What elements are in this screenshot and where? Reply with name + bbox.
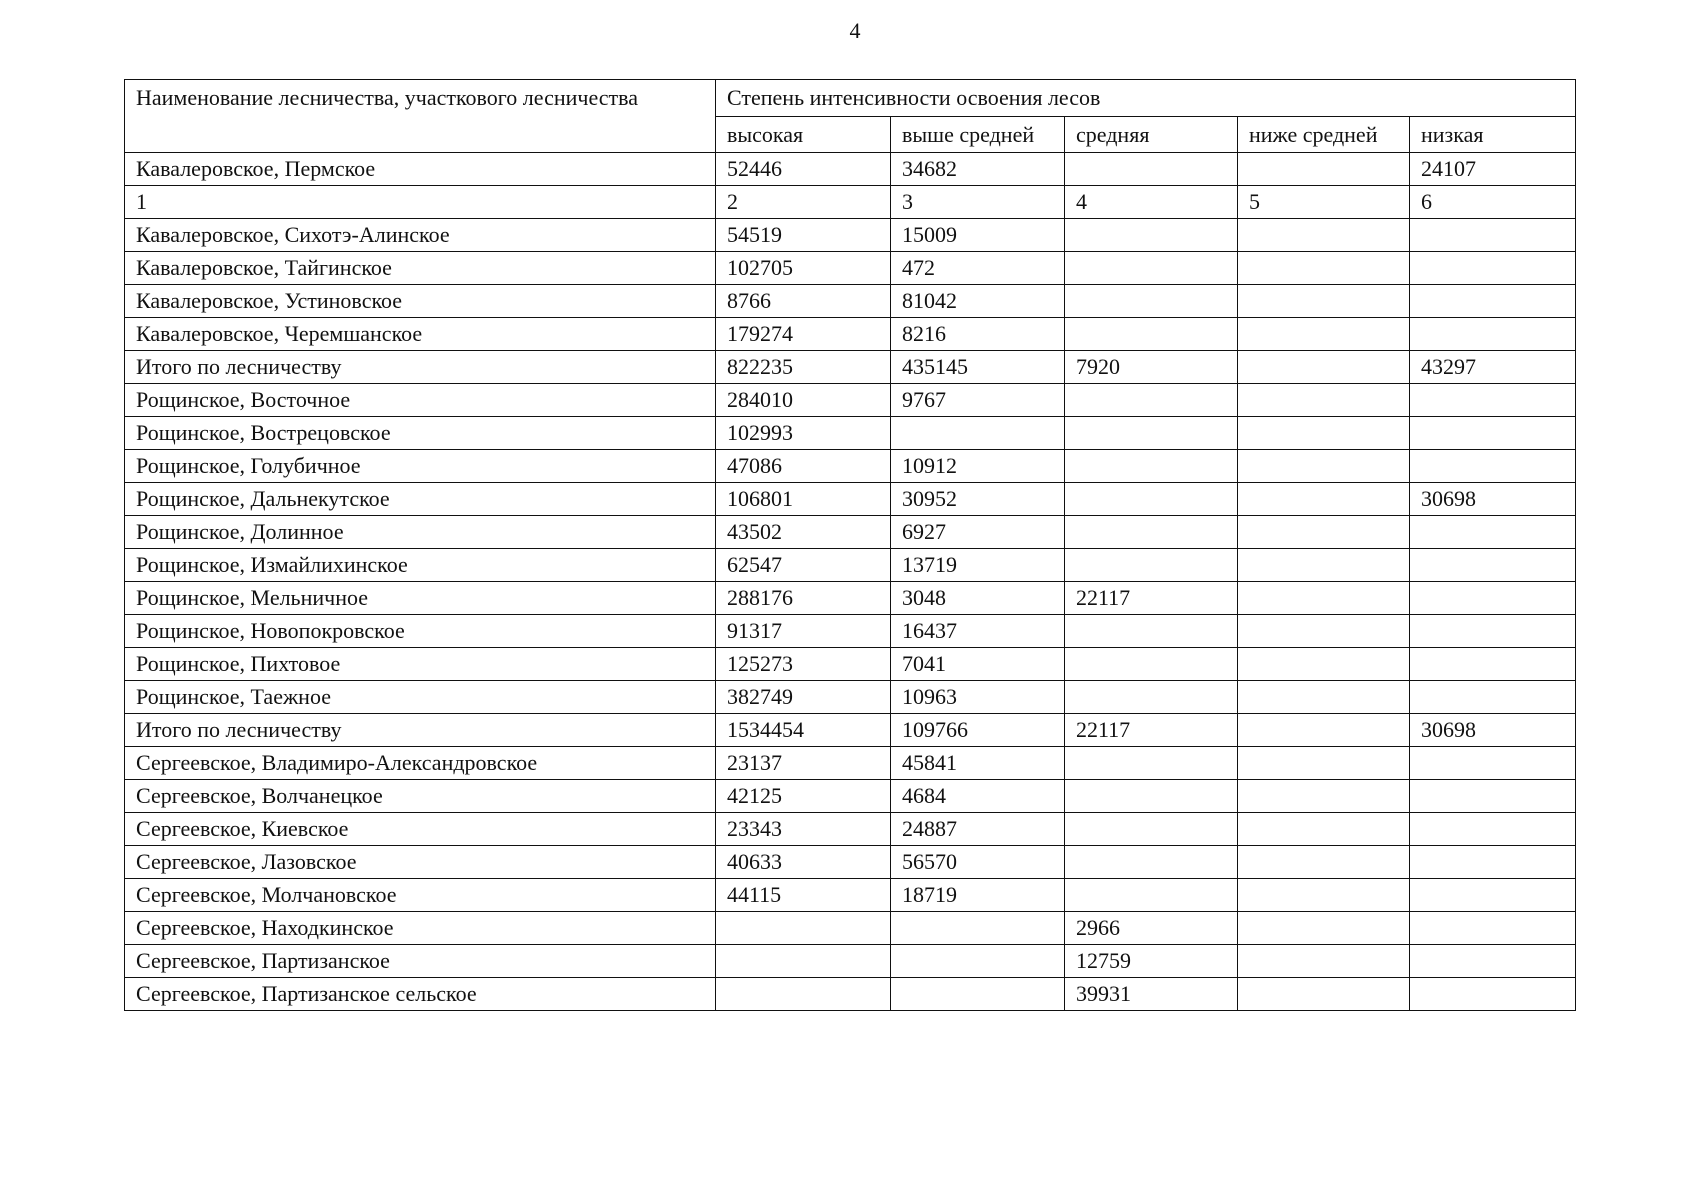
below-average-cell [1238,384,1410,417]
name-cell: Рощинское, Таежное [125,681,716,714]
average-cell: 7920 [1065,351,1238,384]
low-cell [1410,780,1576,813]
high-cell: 40633 [716,846,891,879]
high-cell: 102993 [716,417,891,450]
name-cell: Сергеевское, Владимиро-Александровское [125,747,716,780]
name-cell: Рощинское, Пихтовое [125,648,716,681]
high-cell [716,978,891,1011]
table-row [125,417,1576,450]
average-cell [1065,846,1238,879]
table-row [125,153,1576,186]
header-level-above-average: выше средней [891,117,1065,153]
low-cell [1410,879,1576,912]
name-cell: Кавалеровское, Тайгинское [125,252,716,285]
table-row [125,780,1576,813]
name-cell: Рощинское, Мельничное [125,582,716,615]
below-average-cell [1238,549,1410,582]
header-level-high: высокая [716,117,891,153]
above-average-cell: 24887 [891,813,1065,846]
low-cell [1410,615,1576,648]
table-row [125,186,1576,219]
average-cell [1065,879,1238,912]
below-average-cell [1238,648,1410,681]
low-cell [1410,648,1576,681]
above-average-cell: 34682 [891,153,1065,186]
average-cell: 22117 [1065,714,1238,747]
name-cell: Рощинское, Дальнекутское [125,483,716,516]
below-average-cell [1238,582,1410,615]
below-average-cell [1238,219,1410,252]
table-row [125,549,1576,582]
name-cell: 1 [125,186,716,219]
header-level-below-average: ниже средней [1238,117,1410,153]
average-cell [1065,153,1238,186]
average-cell [1065,780,1238,813]
above-average-cell: 45841 [891,747,1065,780]
below-average-cell [1238,879,1410,912]
high-cell [716,912,891,945]
high-cell: 822235 [716,351,891,384]
above-average-cell: 3048 [891,582,1065,615]
header-group-cell: Степень интенсивности освоения лесов [716,80,1576,117]
low-cell [1410,846,1576,879]
below-average-cell: 5 [1238,186,1410,219]
average-cell [1065,285,1238,318]
high-cell: 1534454 [716,714,891,747]
above-average-cell: 3 [891,186,1065,219]
high-cell: 44115 [716,879,891,912]
above-average-cell: 16437 [891,615,1065,648]
high-cell: 102705 [716,252,891,285]
high-cell: 23137 [716,747,891,780]
table-row [125,846,1576,879]
below-average-cell [1238,252,1410,285]
above-average-cell [891,912,1065,945]
table-row [125,318,1576,351]
name-cell: Сергеевское, Молчановское [125,879,716,912]
average-cell [1065,681,1238,714]
below-average-cell [1238,351,1410,384]
table-row [125,714,1576,747]
above-average-cell: 7041 [891,648,1065,681]
high-cell: 42125 [716,780,891,813]
low-cell [1410,384,1576,417]
average-cell [1065,648,1238,681]
low-cell [1410,747,1576,780]
average-cell: 39931 [1065,978,1238,1011]
name-cell: Рощинское, Вострецовское [125,417,716,450]
low-cell: 30698 [1410,483,1576,516]
average-cell [1065,747,1238,780]
forestry-table [124,79,1576,1011]
high-cell: 91317 [716,615,891,648]
above-average-cell [891,417,1065,450]
name-cell: Рощинское, Новопокровское [125,615,716,648]
below-average-cell [1238,285,1410,318]
below-average-cell [1238,714,1410,747]
average-cell [1065,384,1238,417]
average-cell [1065,252,1238,285]
above-average-cell: 10963 [891,681,1065,714]
table-row [125,681,1576,714]
table-row [125,483,1576,516]
above-average-cell: 56570 [891,846,1065,879]
low-cell [1410,945,1576,978]
low-cell [1410,318,1576,351]
table-row [125,978,1576,1011]
table-row [125,450,1576,483]
page-number: 4 [849,18,861,43]
low-cell [1410,285,1576,318]
below-average-cell [1238,846,1410,879]
above-average-cell: 81042 [891,285,1065,318]
low-cell: 6 [1410,186,1576,219]
average-cell [1065,318,1238,351]
table-row [125,615,1576,648]
high-cell: 52446 [716,153,891,186]
high-cell: 8766 [716,285,891,318]
name-cell: Рощинское, Восточное [125,384,716,417]
low-cell [1410,516,1576,549]
above-average-cell [891,978,1065,1011]
high-cell: 2 [716,186,891,219]
high-cell: 43502 [716,516,891,549]
name-cell: Кавалеровское, Устиновское [125,285,716,318]
above-average-cell: 109766 [891,714,1065,747]
below-average-cell [1238,747,1410,780]
below-average-cell [1238,450,1410,483]
average-cell [1065,450,1238,483]
low-cell [1410,450,1576,483]
name-cell: Рощинское, Долинное [125,516,716,549]
average-cell [1065,417,1238,450]
high-cell: 125273 [716,648,891,681]
low-cell [1410,681,1576,714]
table-row [125,285,1576,318]
below-average-cell [1238,813,1410,846]
header-level-low: низкая [1410,117,1576,153]
above-average-cell: 15009 [891,219,1065,252]
table-row [125,384,1576,417]
average-cell [1065,219,1238,252]
high-cell: 288176 [716,582,891,615]
average-cell: 2966 [1065,912,1238,945]
below-average-cell [1238,417,1410,450]
high-cell: 179274 [716,318,891,351]
table-row [125,912,1576,945]
below-average-cell [1238,153,1410,186]
low-cell [1410,978,1576,1011]
above-average-cell: 18719 [891,879,1065,912]
high-cell: 47086 [716,450,891,483]
table-row [125,219,1576,252]
above-average-cell: 435145 [891,351,1065,384]
table-row [125,252,1576,285]
below-average-cell [1238,945,1410,978]
name-cell: Сергеевское, Киевское [125,813,716,846]
high-cell [716,945,891,978]
high-cell: 106801 [716,483,891,516]
low-cell [1410,252,1576,285]
low-cell: 24107 [1410,153,1576,186]
name-cell: Итого по лесничеству [125,351,716,384]
name-cell: Сергеевское, Находкинское [125,912,716,945]
name-cell: Итого по лесничеству [125,714,716,747]
above-average-cell: 30952 [891,483,1065,516]
table-row [125,351,1576,384]
average-cell: 12759 [1065,945,1238,978]
high-cell: 62547 [716,549,891,582]
table-row [125,582,1576,615]
below-average-cell [1238,483,1410,516]
name-cell: Сергеевское, Волчанецкое [125,780,716,813]
average-cell: 22117 [1065,582,1238,615]
below-average-cell [1238,912,1410,945]
average-cell [1065,516,1238,549]
above-average-cell: 13719 [891,549,1065,582]
above-average-cell: 8216 [891,318,1065,351]
above-average-cell: 6927 [891,516,1065,549]
high-cell: 382749 [716,681,891,714]
table-row [125,648,1576,681]
average-cell: 4 [1065,186,1238,219]
above-average-cell: 472 [891,252,1065,285]
header-name-cell: Наименование лесничества, участкового лесничества [125,80,716,153]
above-average-cell: 4684 [891,780,1065,813]
name-cell: Кавалеровское, Пермское [125,153,716,186]
name-cell: Рощинское, Измайлихинское [125,549,716,582]
low-cell [1410,219,1576,252]
high-cell: 284010 [716,384,891,417]
below-average-cell [1238,978,1410,1011]
table-row [125,747,1576,780]
low-cell [1410,549,1576,582]
name-cell: Рощинское, Голубичное [125,450,716,483]
table-row [125,516,1576,549]
high-cell: 23343 [716,813,891,846]
name-cell: Сергеевское, Лазовское [125,846,716,879]
name-cell: Сергеевское, Партизанское сельское [125,978,716,1011]
header-level-average: средняя [1065,117,1238,153]
average-cell [1065,549,1238,582]
header-row-1 [125,80,1576,117]
low-cell: 30698 [1410,714,1576,747]
above-average-cell [891,945,1065,978]
below-average-cell [1238,318,1410,351]
low-cell [1410,813,1576,846]
low-cell [1410,417,1576,450]
below-average-cell [1238,516,1410,549]
below-average-cell [1238,780,1410,813]
low-cell: 43297 [1410,351,1576,384]
above-average-cell: 10912 [891,450,1065,483]
low-cell [1410,912,1576,945]
high-cell: 54519 [716,219,891,252]
below-average-cell [1238,681,1410,714]
above-average-cell: 9767 [891,384,1065,417]
table-row [125,879,1576,912]
name-cell: Сергеевское, Партизанское [125,945,716,978]
name-cell: Кавалеровское, Черемшанское [125,318,716,351]
name-cell: Кавалеровское, Сихотэ-Алинское [125,219,716,252]
average-cell [1065,615,1238,648]
average-cell [1065,813,1238,846]
average-cell [1065,483,1238,516]
table-row [125,945,1576,978]
low-cell [1410,582,1576,615]
below-average-cell [1238,615,1410,648]
table-row [125,813,1576,846]
